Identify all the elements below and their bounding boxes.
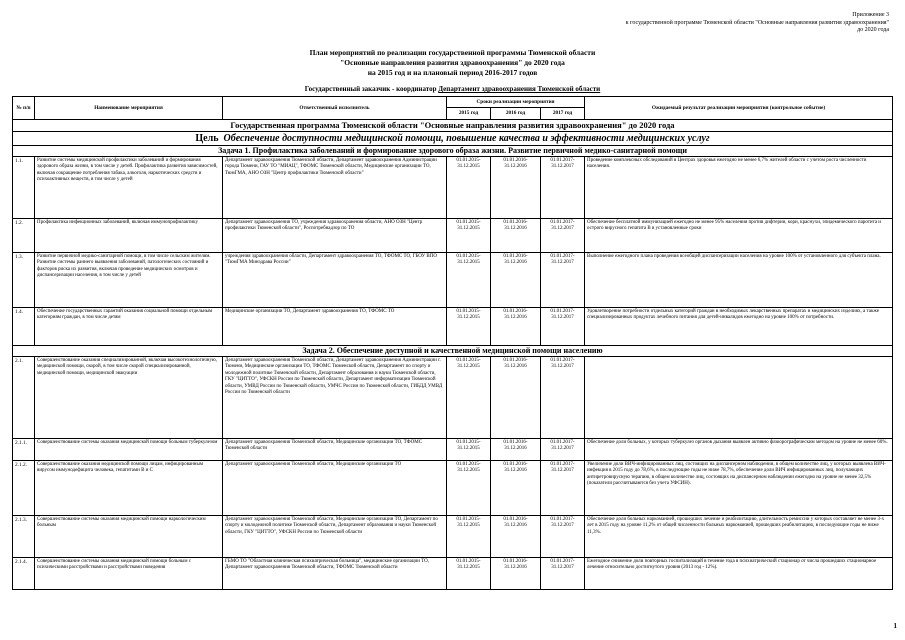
task-1-row: Задача 1. Профилактика заболеваний и формирование здорового образа жизни. Развитие первичной медико-санитарной помощи [13,146,893,157]
customer-value: Департамент здравоохранения Тюменской области [438,85,601,93]
task-2-row: Задача 2. Обеспечение доступной и качественной медицинской помощи населению [13,346,893,357]
row-name: Обеспечение государственных гарантий оказания социальной помощи отдельным категориям граждан, в том числе детям [35,308,223,346]
appendix-note [529,12,889,35]
row-date-2016: 01.01.2016-31.12.2016 [491,461,541,516]
row-name: Совершенствование системы оказания медицинской помощи наркологическим больным [35,516,223,558]
row-executor: ГБМО ТО "Областная клиническая психиатрическая больница", медицинские организации ТО, Департамент здравоохранения Тюменской области, ТФОМС Тюменской области [223,558,447,590]
row-num: 1.2. [13,219,35,253]
row-executor: Департамент здравоохранения Тюменской области, Медицинские организации ТО [223,461,447,516]
appendix-line-2: к государственной программе Тюменской области "Основные направления развития здравоохранения" [625,19,889,26]
table-row [13,461,893,516]
row-name: Совершенствование системы оказания медицинской помощи больным туберкулезом [35,439,223,461]
plan-title [0,48,905,78]
row-name: Совершенствование оказания медицинской помощи лицам, инфицированным вирусом иммунодефицита человека, гепатитами B и C [35,461,223,516]
row-executor: Департамент здравоохранения Тюменской области, Медицинские организации ТО, Департамент по спорту и молодежной политике Тюменской области, Департамент образования и науки Тюменской области, ГКУ "ЦИТТО", УФСКН России по Тюменской области [223,516,447,558]
row-result: Проведение комплексных обследований в Центрах здоровья ежегодно не менее 6,7% жителей области с учетом роста численности населения. [585,157,893,219]
program-row: Государственная программа Тюменской области "Основные направления развития здравоохранения" до 2020 года [13,120,893,132]
header-2015: 2015 год [447,108,491,120]
header-num: № п/п [13,97,35,120]
row-executor: учреждения здравоохранения области, Департамент здравоохранения ТО, ТФОМС ТО, ГБОУ ВПО "ТюмГМА Минздрава России" [223,253,447,308]
row-date-2015: 01.01.2015-31.12.2015 [447,219,491,253]
row-date-2017: 01.01.2017-31.12.2017 [541,461,585,516]
row-date-2016: 01.01.2016-31.12.2016 [491,308,541,346]
row-date-2017: 01.01.2017-31.12.2017 [541,157,585,219]
row-result: Обеспечение бесплатной иммунизацией ежегодно не менее 95% населения против дифтерии, кори, краснухи, эпидемического паротита и острого вирусного гепатита В в установленные сроки [585,219,893,253]
row-num: 2.1.2. [13,461,35,516]
row-result: Удовлетворение потребности отдельных категорий граждан в необходимых лекарственных препаратах и медицинских изделиях, а также специализированных продуктах лечебного питания для детей-инвалидов ежегодно на уровне 100% от потребности. [585,308,893,346]
task-1-rows [13,157,893,346]
row-date-2015: 01.01.2015-31.12.2015 [447,558,491,590]
customer-label: Государственный заказчик - координатор [304,85,437,93]
task-2-rows [13,357,893,590]
appendix-line-1: Приложение 3 [852,12,889,18]
row-result: Выполнение ежегодного плана проведения всеобщей диспансеризации населения на уровне 100% от установленного для субъекта плана. [585,253,893,308]
table-row [13,357,893,439]
goal-text: Обеспечение доступности медицинской помощи, повышение качества и эффективности медицинских услуг [223,133,710,144]
row-result: Обеспечение доли больных наркоманией, прошедших лечение и реабилитацию, длительность ремиссии у которых составляет не менее 3-х лет в 2015 году на уровне 11,2% от общей численности больных наркоманией, прошедших реабилитацию, в последующие годы не ниже 11,3%. [585,516,893,558]
plan-table [12,96,893,590]
row-executor: Департамент здравоохранения ТО, учреждения здравоохранения области, АНО ОЗН "Центр профилактики Тюменской области", Роспотребнадзор по ТО [223,219,447,253]
row-name: Развитие системы медицинской профилактики заболеваний и формирования здорового образа жизни, в том числе у детей. Профилактика развития зависимостей, включая сокращение потребления табака, алкоголя, наркотических средств и психоактивных веществ, в том числе у детей [35,157,223,219]
row-num: 2.1.4. [13,558,35,590]
row-date-2016: 01.01.2016-31.12.2016 [491,219,541,253]
row-num: 1.1. [13,157,35,219]
header-result: Ожидаемый результат реализации мероприятия (контрольное событие) [585,97,893,120]
row-num: 1.3. [13,253,35,308]
row-date-2015: 01.01.2015-31.12.2015 [447,253,491,308]
table-row [13,439,893,461]
table-header [13,97,893,120]
row-date-2016: 01.01.2016-31.12.2016 [491,558,541,590]
page-number: 1 [893,622,897,630]
row-num: 2.1.1. [13,439,35,461]
row-executor: Медицинские организации ТО, Департамент здравоохранения ТО, ТФОМС ТО [223,308,447,346]
row-date-2015: 01.01.2015-31.12.2015 [447,461,491,516]
row-name: Совершенствование системы оказания медицинской помощи больным с психическими расстройствами и расстройствами поведения [35,558,223,590]
row-date-2017: 01.01.2017-31.12.2017 [541,219,585,253]
header-terms: Сроки реализации мероприятия [447,97,585,108]
row-date-2015: 01.01.2015-31.12.2015 [447,516,491,558]
row-date-2017: 01.01.2017-31.12.2017 [541,253,585,308]
header-name: Наименование мероприятия [35,97,223,120]
table-row [13,219,893,253]
table-row [13,516,893,558]
row-date-2015: 01.01.2015-31.12.2015 [447,357,491,439]
goal-label: Цель [195,133,219,144]
row-date-2016: 01.01.2016-31.12.2016 [491,516,541,558]
row-date-2017: 01.01.2017-31.12.2017 [541,357,585,439]
row-date-2017: 01.01.2017-31.12.2017 [541,439,585,461]
table-row [13,558,893,590]
appendix-line-3: до 2020 года [857,27,889,33]
row-executor: Департамент здравоохранения Тюменской области, Медицинские организации ТО, ТФОМС Тюменской области [223,439,447,461]
row-executor: Департамент здравоохранения Тюменской области, Департамент здравоохранения Администрации г. Тюмени, Медицинские организации ТО, ТФОМС Тюменской области, Департамент по спорту и молодежной политике Тюменской области, Департамент образования и науки Тюменской области, ГКУ "ЦИТТО", УФСКН России по Тюменской области, Департамент информатизации Тюменской области, УМВД России по Тюменской области, УМЧС России по Тюменской области, ГИБДД УМВД России по Тюменской области [223,357,447,439]
plan-title-line-1: План мероприятий по реализации государственной программы Тюменской области [309,48,596,57]
row-result [585,357,893,439]
row-date-2015: 01.01.2015-31.12.2015 [447,308,491,346]
row-date-2016: 01.01.2016-31.12.2016 [491,439,541,461]
row-name: Развитие первичной медико-санитарной помощи, в том числе сельским жителям. Развитие системы раннего выявления заболеваний, патологических состояний и факторов риска их развития, включая проведение медицинских осмотров и диспансеризации населения, в том числе у детей [35,253,223,308]
row-name: Совершенствование оказания специализированной, включая высокотехнологичную, медицинской помощи, скорой, в том числе скорой специализированной, медицинской помощи, медицинской эвакуации [35,357,223,439]
state-customer [0,85,905,93]
row-date-2017: 01.01.2017-31.12.2017 [541,308,585,346]
header-2016: 2016 год [491,108,541,120]
row-date-2016: 01.01.2016-31.12.2016 [491,253,541,308]
row-date-2016: 01.01.2016-31.12.2016 [491,357,541,439]
row-num: 2.1.3. [13,516,35,558]
row-date-2017: 01.01.2017-31.12.2017 [541,516,585,558]
row-result: Ежегодное снижение доли повторных госпитализаций в течение года в психиатрический стационар от числа прошедших стационарное лечение относительно достигнутого уровня (2013 год - 12%). [585,558,893,590]
table-row [13,253,893,308]
row-date-2015: 01.01.2015-31.12.2015 [447,439,491,461]
row-date-2016: 01.01.2016-31.12.2016 [491,157,541,219]
row-result: Увеличение доли ВИЧ-инфицированных лиц, состоящих на диспансерном наблюдении, в общем количестве лиц, у которых выявлена ВИЧ-инфекция в 2015 году до 78,6%, в последующие годы не ниже 78,7%, обеспечение доли ВИЧ инфицированных лиц, получающих антиретровирусную терапию, в общем количестве лиц, состоящих на диспансерном наблюдении ежегодно на уровне не менее 32,5% (показатели рассчитываются без учета УФСИН). [585,461,893,516]
goal-row [13,132,893,146]
row-num: 1.4. [13,308,35,346]
header-executor: Ответственный исполнитель [223,97,447,120]
row-name: Профилактика инфекционных заболеваний, включая иммунопрофилактику [35,219,223,253]
plan-title-line-3: на 2015 год и на плановый период 2016-2017 годов [367,68,538,77]
row-date-2015: 01.01.2015-31.12.2015 [447,157,491,219]
header-2017: 2017 год [541,108,585,120]
table-row [13,308,893,346]
row-executor: Департамент здравоохранения Тюменской области, Департамент здравоохранения Администрации города Тюмени, ГАУ ТО "МИАЦ", ТФОМС Тюменской области, Медицинские организации ТО, ТюмГМА, АНО ОЗН "Центр профилактики Тюменской области" [223,157,447,219]
row-num: 2.1. [13,357,35,439]
row-date-2017: 01.01.2017-31.12.2017 [541,558,585,590]
row-result: Обеспечение доли больных, у которых туберкулез органов дыхания выявлен активно флюорографическим методом на уровне не менее 60%. [585,439,893,461]
table-row [13,157,893,219]
plan-title-line-2: "Основные направления развития здравоохранения" до 2020 года [340,58,565,67]
